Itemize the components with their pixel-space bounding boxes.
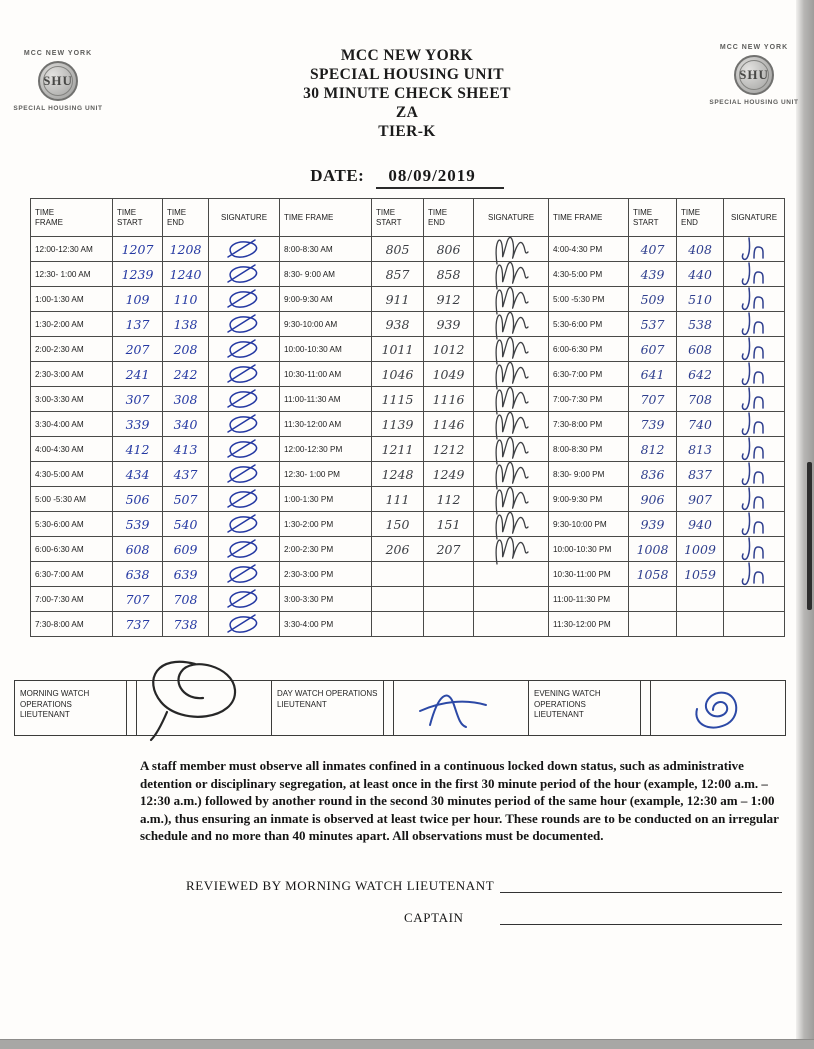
watch-label: DAY WATCH OPERATIONS LIEUTENANT <box>272 681 384 735</box>
time-frame-label: 5:00 -5:30 AM <box>31 487 113 512</box>
time-start-entry: 857 <box>372 262 424 287</box>
seal-text: SHU <box>43 73 73 88</box>
column-header <box>31 199 113 237</box>
time-end-entry: 110 <box>163 287 209 312</box>
signature-cell <box>724 287 785 312</box>
time-end-entry: 1049 <box>424 362 474 387</box>
table-row <box>31 512 785 537</box>
signature-cell <box>209 237 280 262</box>
time-frame-label: 9:00-9:30 AM <box>280 287 372 312</box>
time-frame-label: 12:00-12:30 AM <box>31 237 113 262</box>
table-row <box>31 537 785 562</box>
title-line: ZA <box>395 104 419 121</box>
watch-signature-area <box>651 681 785 735</box>
date-value: 08/09/2019 <box>376 166 503 189</box>
time-end-entry <box>677 612 724 637</box>
time-end-entry: 940 <box>677 512 724 537</box>
signature-cell <box>724 462 785 487</box>
signature-cell <box>724 312 785 337</box>
time-end-entry: 639 <box>163 562 209 587</box>
watch-separator-cell <box>641 681 651 735</box>
signature-cell <box>724 587 785 612</box>
time-end-entry: 507 <box>163 487 209 512</box>
signature-scribble-icon <box>737 361 771 387</box>
table-row <box>31 312 785 337</box>
time-frame-label: 8:30- 9:00 AM <box>280 262 372 287</box>
time-end-entry <box>424 612 474 637</box>
signature-cell <box>209 462 280 487</box>
signature-scribble-icon <box>224 439 264 459</box>
table-row <box>31 287 785 312</box>
signature-cell <box>724 437 785 462</box>
time-start-entry: 1211 <box>372 437 424 462</box>
signature-scribble-icon <box>737 386 771 412</box>
signature-cell <box>724 362 785 387</box>
time-end-entry: 738 <box>163 612 209 637</box>
time-end-entry: 708 <box>677 387 724 412</box>
time-end-entry: 912 <box>424 287 474 312</box>
signature-scribble-icon <box>224 539 264 559</box>
signature-cell <box>209 587 280 612</box>
signature-cell <box>474 537 549 562</box>
time-frame-label: 6:00-6:30 PM <box>549 337 629 362</box>
signature-cell <box>474 587 549 612</box>
time-start-entry <box>629 612 677 637</box>
form-title <box>0 46 814 141</box>
column-header-label: TIME FRAME <box>35 207 63 227</box>
signature-scribble-icon <box>224 489 264 509</box>
time-end-entry: 1116 <box>424 387 474 412</box>
signature-scribble-icon <box>224 314 264 334</box>
time-frame-label: 11:00-11:30 AM <box>280 387 372 412</box>
signature-cell <box>209 362 280 387</box>
signature-scribble-icon <box>737 336 771 362</box>
time-frame-label: 7:30-8:00 PM <box>549 412 629 437</box>
table-row <box>31 262 785 287</box>
time-start-entry: 111 <box>372 487 424 512</box>
time-frame-label: 4:30-5:00 AM <box>31 462 113 487</box>
time-start-entry: 608 <box>113 537 163 562</box>
time-frame-label: 9:00-9:30 PM <box>549 487 629 512</box>
time-start-entry: 150 <box>372 512 424 537</box>
time-start-entry: 737 <box>113 612 163 637</box>
table-row <box>31 237 785 262</box>
title-line: SPECIAL HOUSING UNIT <box>309 66 505 83</box>
time-end-entry: 437 <box>163 462 209 487</box>
time-start-entry: 1058 <box>629 562 677 587</box>
time-start-entry: 137 <box>113 312 163 337</box>
watch-signature-area <box>394 681 529 735</box>
table-row <box>31 387 785 412</box>
time-start-entry: 607 <box>629 337 677 362</box>
time-end-entry: 308 <box>163 387 209 412</box>
column-header-label: TIME END <box>167 207 187 227</box>
title-line: 30 MINUTE CHECK SHEET <box>303 85 511 102</box>
signature-scribble-icon <box>737 236 771 262</box>
table-row <box>31 462 785 487</box>
time-start-entry: 439 <box>629 262 677 287</box>
time-start-entry: 1207 <box>113 237 163 262</box>
time-frame-label: 7:00-7:30 AM <box>31 587 113 612</box>
time-start-entry: 1115 <box>372 387 424 412</box>
check-sheet-table <box>30 198 785 637</box>
time-end-entry: 642 <box>677 362 724 387</box>
date-line <box>0 166 814 189</box>
signature-cell <box>724 387 785 412</box>
captain-signature-line <box>500 924 782 925</box>
signature-scribble-icon <box>737 311 771 337</box>
watch-separator-cell <box>384 681 394 735</box>
time-end-entry: 538 <box>677 312 724 337</box>
column-header-label: SIGNATURE <box>487 213 535 222</box>
time-start-entry: 509 <box>629 287 677 312</box>
time-frame-label: 6:30-7:00 PM <box>549 362 629 387</box>
time-end-entry: 1146 <box>424 412 474 437</box>
time-frame-label: 8:00-8:30 PM <box>549 437 629 462</box>
time-frame-label: 5:30-6:00 AM <box>31 512 113 537</box>
time-start-entry: 434 <box>113 462 163 487</box>
scan-artifact-streak <box>807 462 812 610</box>
column-header <box>280 199 372 237</box>
time-start-entry: 506 <box>113 487 163 512</box>
column-header <box>209 199 280 237</box>
signature-cell <box>724 237 785 262</box>
time-frame-label: 9:30-10:00 AM <box>280 312 372 337</box>
time-frame-label: 5:00 -5:30 PM <box>549 287 629 312</box>
time-start-entry <box>372 612 424 637</box>
column-header-label: TIME FRAME <box>284 213 334 222</box>
time-start-entry: 407 <box>629 237 677 262</box>
time-end-entry: 1249 <box>424 462 474 487</box>
time-frame-label: 2:00-2:30 AM <box>31 337 113 362</box>
signature-scribble-icon <box>737 536 771 562</box>
time-start-entry: 1011 <box>372 337 424 362</box>
column-header-label: TIME END <box>681 207 701 227</box>
signature-scribble-icon <box>224 264 264 284</box>
signature-cell <box>209 312 280 337</box>
time-start-entry: 812 <box>629 437 677 462</box>
watch-signature-strip <box>14 680 786 736</box>
time-start-entry: 707 <box>629 387 677 412</box>
time-frame-label: 11:30-12:00 PM <box>549 612 629 637</box>
column-header-label: TIME START <box>376 207 402 227</box>
table-row <box>31 562 785 587</box>
signature-cell <box>474 612 549 637</box>
signature-cell <box>724 612 785 637</box>
signature-scribble-icon <box>737 461 771 487</box>
column-header <box>113 199 163 237</box>
time-frame-label: 9:30-10:00 PM <box>549 512 629 537</box>
signature-cell <box>209 337 280 362</box>
time-frame-label: 1:00-1:30 AM <box>31 287 113 312</box>
column-header <box>549 199 629 237</box>
time-frame-label: 6:30-7:00 AM <box>31 562 113 587</box>
signature-cell <box>209 487 280 512</box>
logo-top-text: MCC NEW YORK <box>719 44 789 51</box>
time-end-entry: 1212 <box>424 437 474 462</box>
signature-cell <box>209 437 280 462</box>
time-frame-label: 3:30-4:00 AM <box>31 412 113 437</box>
logo-bottom-text: SPECIAL HOUSING UNIT <box>13 105 103 112</box>
time-end-entry: 408 <box>677 237 724 262</box>
column-header-label: TIME END <box>428 207 448 227</box>
time-end-entry: 907 <box>677 487 724 512</box>
time-start-entry: 638 <box>113 562 163 587</box>
reviewed-signature-line <box>500 892 782 893</box>
time-end-entry <box>424 587 474 612</box>
column-header-label: SIGNATURE <box>220 213 268 222</box>
time-frame-label: 3:30-4:00 PM <box>280 612 372 637</box>
date-label: DATE: <box>310 166 365 185</box>
time-start-entry: 537 <box>629 312 677 337</box>
time-start-entry: 207 <box>113 337 163 362</box>
watch-label: MORNING WATCH OPERATIONS LIEUTENANT <box>15 681 127 735</box>
signature-scribble-icon <box>224 564 264 584</box>
time-start-entry: 1046 <box>372 362 424 387</box>
signature-scribble-icon <box>224 414 264 434</box>
signature-scribble-icon <box>737 286 771 312</box>
time-start-entry: 707 <box>113 587 163 612</box>
time-frame-label: 8:30- 9:00 PM <box>549 462 629 487</box>
watch-signature-scribble-icon <box>679 682 743 734</box>
scan-edge-bottom <box>0 1039 814 1049</box>
signature-scribble-icon <box>737 411 771 437</box>
time-start-entry: 939 <box>629 512 677 537</box>
column-header-label: TIME START <box>117 207 143 227</box>
time-start-entry <box>372 587 424 612</box>
time-frame-label: 3:00-3:30 PM <box>280 587 372 612</box>
column-header <box>677 199 724 237</box>
column-header <box>163 199 209 237</box>
time-start-entry: 1248 <box>372 462 424 487</box>
time-frame-label: 1:30-2:00 PM <box>280 512 372 537</box>
time-start-entry: 906 <box>629 487 677 512</box>
time-end-entry: 413 <box>163 437 209 462</box>
time-frame-label: 12:30- 1:00 AM <box>31 262 113 287</box>
time-end-entry: 151 <box>424 512 474 537</box>
signature-scribble-icon <box>737 561 771 587</box>
time-start-entry: 739 <box>629 412 677 437</box>
time-frame-label: 5:30-6:00 PM <box>549 312 629 337</box>
watch-signature-scribble-icon <box>412 679 496 737</box>
signature-scribble-icon <box>224 289 264 309</box>
table-row <box>31 612 785 637</box>
time-frame-label: 11:30-12:00 AM <box>280 412 372 437</box>
signature-scribble-icon <box>224 514 264 534</box>
time-end-entry <box>424 562 474 587</box>
signature-cell <box>209 262 280 287</box>
time-end-entry: 708 <box>163 587 209 612</box>
time-end-entry: 813 <box>677 437 724 462</box>
time-frame-label: 4:30-5:00 PM <box>549 262 629 287</box>
watch-signature-scribble-icon <box>133 650 263 742</box>
time-frame-label: 4:00-4:30 PM <box>549 237 629 262</box>
time-start-entry: 805 <box>372 237 424 262</box>
time-start-entry: 911 <box>372 287 424 312</box>
time-start-entry: 206 <box>372 537 424 562</box>
reviewed-by-label: REVIEWED BY MORNING WATCH LIEUTENANT <box>186 878 495 893</box>
signature-scribble-icon <box>224 389 264 409</box>
signature-cell <box>209 512 280 537</box>
time-end-entry: 609 <box>163 537 209 562</box>
time-frame-label: 1:00-1:30 PM <box>280 487 372 512</box>
column-header <box>372 199 424 237</box>
column-header <box>629 199 677 237</box>
column-header-label: TIME FRAME <box>553 213 603 222</box>
time-end-entry: 510 <box>677 287 724 312</box>
column-header-label: TIME START <box>633 207 659 227</box>
time-end-entry: 340 <box>163 412 209 437</box>
time-end-entry: 806 <box>424 237 474 262</box>
signature-cell <box>209 612 280 637</box>
time-end-entry: 138 <box>163 312 209 337</box>
seal-text: SHU <box>739 67 769 82</box>
time-end-entry: 208 <box>163 337 209 362</box>
time-frame-label: 1:30-2:00 AM <box>31 312 113 337</box>
time-end-entry: 608 <box>677 337 724 362</box>
time-frame-label: 11:00-11:30 PM <box>549 587 629 612</box>
time-end-entry: 740 <box>677 412 724 437</box>
signature-scribble-icon <box>737 436 771 462</box>
signature-scribble-icon <box>224 464 264 484</box>
time-end-entry: 1208 <box>163 237 209 262</box>
signature-cell <box>209 387 280 412</box>
time-end-entry: 440 <box>677 262 724 287</box>
time-end-entry: 207 <box>424 537 474 562</box>
signature-scribble-icon <box>737 511 771 537</box>
time-frame-label: 10:00-10:30 AM <box>280 337 372 362</box>
time-end-entry: 1240 <box>163 262 209 287</box>
signature-cell <box>724 512 785 537</box>
time-end-entry: 858 <box>424 262 474 287</box>
title-line: TIER-K <box>378 123 436 140</box>
signature-scribble-icon <box>224 589 264 609</box>
time-end-entry <box>677 587 724 612</box>
time-end-entry: 939 <box>424 312 474 337</box>
time-frame-label: 10:00-10:30 PM <box>549 537 629 562</box>
logo-top-text: MCC NEW YORK <box>23 50 93 57</box>
time-frame-label: 7:00-7:30 PM <box>549 387 629 412</box>
watch-label: EVENING WATCH OPERATIONS LIEUTENANT <box>529 681 641 735</box>
signature-cell <box>724 412 785 437</box>
signature-cell <box>724 562 785 587</box>
watch-signature-area <box>137 681 272 735</box>
notice-paragraph: A staff member must observe all inmates confined in a continuous locked down status, such as administrative detention or disciplinary segregation, at least once in the first 30 minute period of the hour (example, 12:00 a.m. – 12:30 a.m.) followed by another round in the second 30 minutes period of the same hour (example, 12:30 am – 1:00 a.m.), thus ensuring an inmate is observed at least twice per hour. These rounds are to be conducted on an irregular schedule and no more than 40 minutes apart. All observations must be documented. <box>140 758 779 843</box>
time-end-entry: 1012 <box>424 337 474 362</box>
time-start-entry <box>629 587 677 612</box>
time-end-entry: 1059 <box>677 562 724 587</box>
time-frame-label: 8:00-8:30 AM <box>280 237 372 262</box>
title-line: MCC NEW YORK <box>340 47 474 64</box>
signature-scribble-icon <box>224 364 264 384</box>
time-start-entry: 412 <box>113 437 163 462</box>
time-start-entry <box>372 562 424 587</box>
column-header-label: SIGNATURE <box>730 213 778 222</box>
time-start-entry: 307 <box>113 387 163 412</box>
signature-scribble-icon <box>224 239 264 259</box>
signature-cell <box>724 487 785 512</box>
time-start-entry: 241 <box>113 362 163 387</box>
time-end-entry: 242 <box>163 362 209 387</box>
time-start-entry: 109 <box>113 287 163 312</box>
time-frame-label: 10:30-11:00 PM <box>549 562 629 587</box>
time-end-entry: 837 <box>677 462 724 487</box>
time-start-entry: 938 <box>372 312 424 337</box>
table-row <box>31 362 785 387</box>
captain-label: CAPTAIN <box>404 910 464 925</box>
signature-cell <box>724 337 785 362</box>
table-row <box>31 487 785 512</box>
logo-bottom-text: SPECIAL HOUSING UNIT <box>709 99 799 106</box>
time-start-entry: 539 <box>113 512 163 537</box>
table-row <box>31 337 785 362</box>
time-end-entry: 540 <box>163 512 209 537</box>
time-frame-label: 2:30-3:00 AM <box>31 362 113 387</box>
time-frame-label: 6:00-6:30 AM <box>31 537 113 562</box>
signature-scribble-icon <box>737 261 771 287</box>
signature-scribble-icon <box>488 530 534 568</box>
signature-cell <box>209 537 280 562</box>
time-frame-label: 4:00-4:30 AM <box>31 437 113 462</box>
time-start-entry: 339 <box>113 412 163 437</box>
table-row <box>31 587 785 612</box>
signature-cell <box>724 537 785 562</box>
column-header <box>724 199 785 237</box>
column-header <box>424 199 474 237</box>
signature-cell <box>209 562 280 587</box>
time-end-entry: 1009 <box>677 537 724 562</box>
check-table-body <box>31 237 785 637</box>
signature-cell <box>724 262 785 287</box>
time-start-entry: 1008 <box>629 537 677 562</box>
table-header-row <box>31 199 785 237</box>
time-frame-label: 12:00-12:30 PM <box>280 437 372 462</box>
time-frame-label: 2:30-3:00 PM <box>280 562 372 587</box>
signature-cell <box>209 412 280 437</box>
time-frame-label: 12:30- 1:00 PM <box>280 462 372 487</box>
time-frame-label: 7:30-8:00 AM <box>31 612 113 637</box>
time-start-entry: 1139 <box>372 412 424 437</box>
time-start-entry: 1239 <box>113 262 163 287</box>
signature-scribble-icon <box>224 614 264 634</box>
signature-scribble-icon <box>224 339 264 359</box>
time-frame-label: 3:00-3:30 AM <box>31 387 113 412</box>
time-start-entry: 836 <box>629 462 677 487</box>
time-frame-label: 10:30-11:00 AM <box>280 362 372 387</box>
signature-cell <box>209 287 280 312</box>
table-row <box>31 412 785 437</box>
time-end-entry: 112 <box>424 487 474 512</box>
time-frame-label: 2:00-2:30 PM <box>280 537 372 562</box>
table-row <box>31 437 785 462</box>
time-start-entry: 641 <box>629 362 677 387</box>
signature-scribble-icon <box>737 486 771 512</box>
